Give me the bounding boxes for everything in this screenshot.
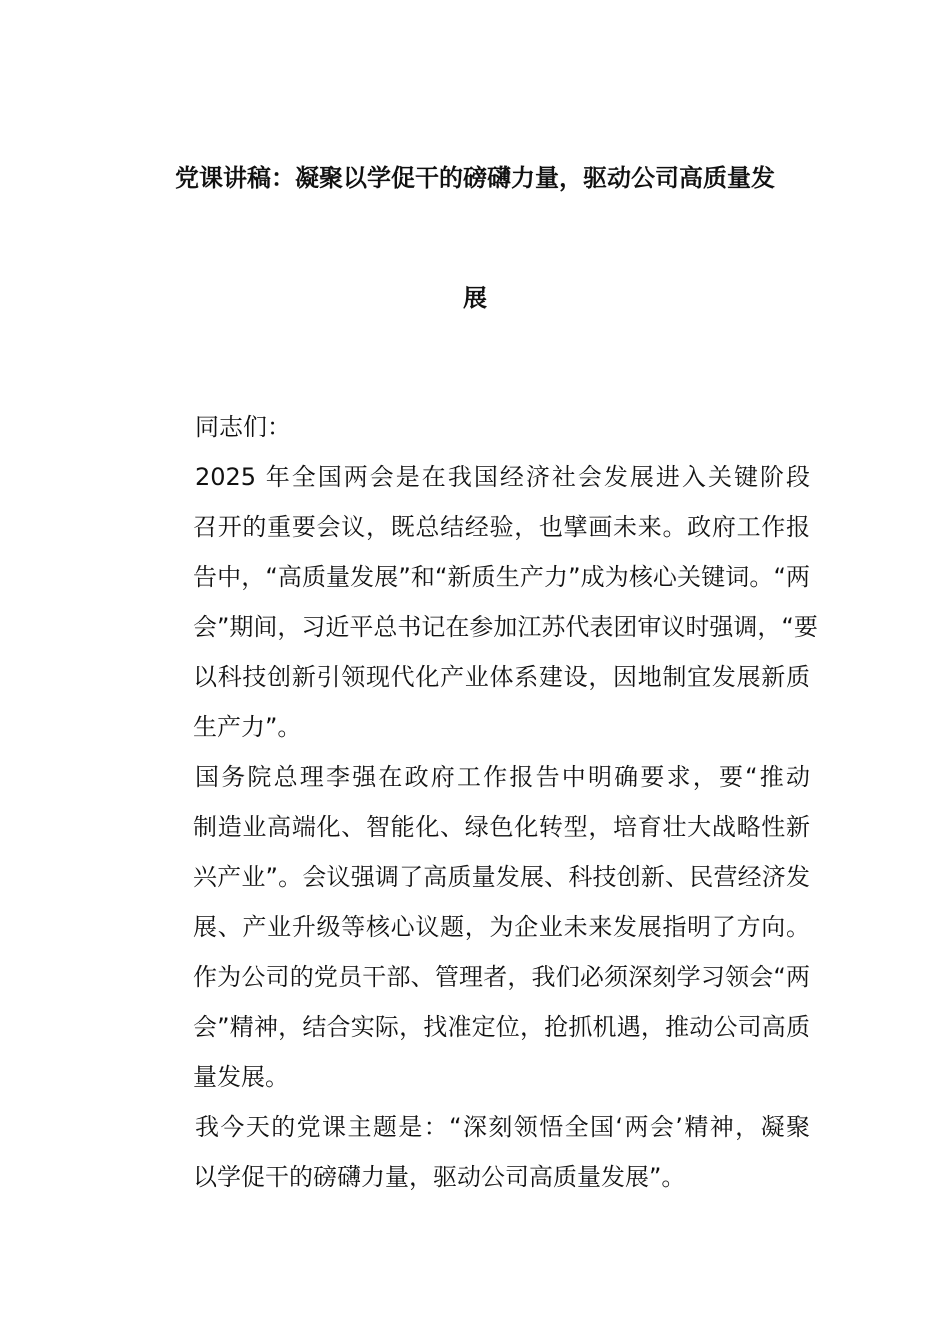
text-line: 召开的重要会议，既总结经验，也擘画未来。政府工作报: [193, 513, 810, 541]
text-line: 会”期间，习近平总书记在参加江苏代表团审议时强调，“要: [193, 613, 818, 641]
text-line: 以学促干的磅礴力量，驱动公司高质量发展”。: [193, 1163, 686, 1191]
text-line: 量发展。: [193, 1063, 289, 1091]
document-title-line-2: 展: [463, 284, 487, 312]
text-line: 会”精神，结合实际，找准定位，抢抓机遇，推动公司高质: [193, 1013, 810, 1041]
document-title-line-1: 党课讲稿：凝聚以学促干的磅礴力量，驱动公司高质量发: [175, 164, 775, 192]
paragraph-2: [145, 752, 810, 1102]
text-line: 展、产业升级等核心议题，为企业未来发展指明了方向。: [193, 913, 810, 941]
text-line: 国务院总理李强在政府工作报告中明确要求，要“推动: [195, 763, 810, 791]
text-line: 2025 年全国两会是在我国经济社会发展进入关键阶段: [195, 463, 810, 491]
text-line: 我今天的党课主题是：“深刻领悟全国‘两会’精神，凝聚: [195, 1113, 810, 1141]
paragraph-1: [145, 452, 818, 752]
text-line: 作为公司的党员干部、管理者，我们必须深刻学习领会“两: [193, 963, 810, 991]
text-line: 生产力”。: [193, 713, 302, 741]
paragraph-3: [145, 1102, 810, 1202]
text-line: 同志们：: [195, 413, 291, 441]
text-line: 告中，“高质量发展”和“新质生产力”成为核心关键词。“两: [193, 563, 810, 591]
document-body: [145, 402, 818, 1202]
text-line: 兴产业”。会议强调了高质量发展、科技创新、民营经济发: [193, 863, 810, 891]
paragraph-greeting: [145, 402, 810, 452]
text-line: 以科技创新引领现代化产业体系建设，因地制宜发展新质: [193, 663, 810, 691]
text-line: 制造业高端化、智能化、绿色化转型，培育壮大战略性新: [193, 813, 810, 841]
